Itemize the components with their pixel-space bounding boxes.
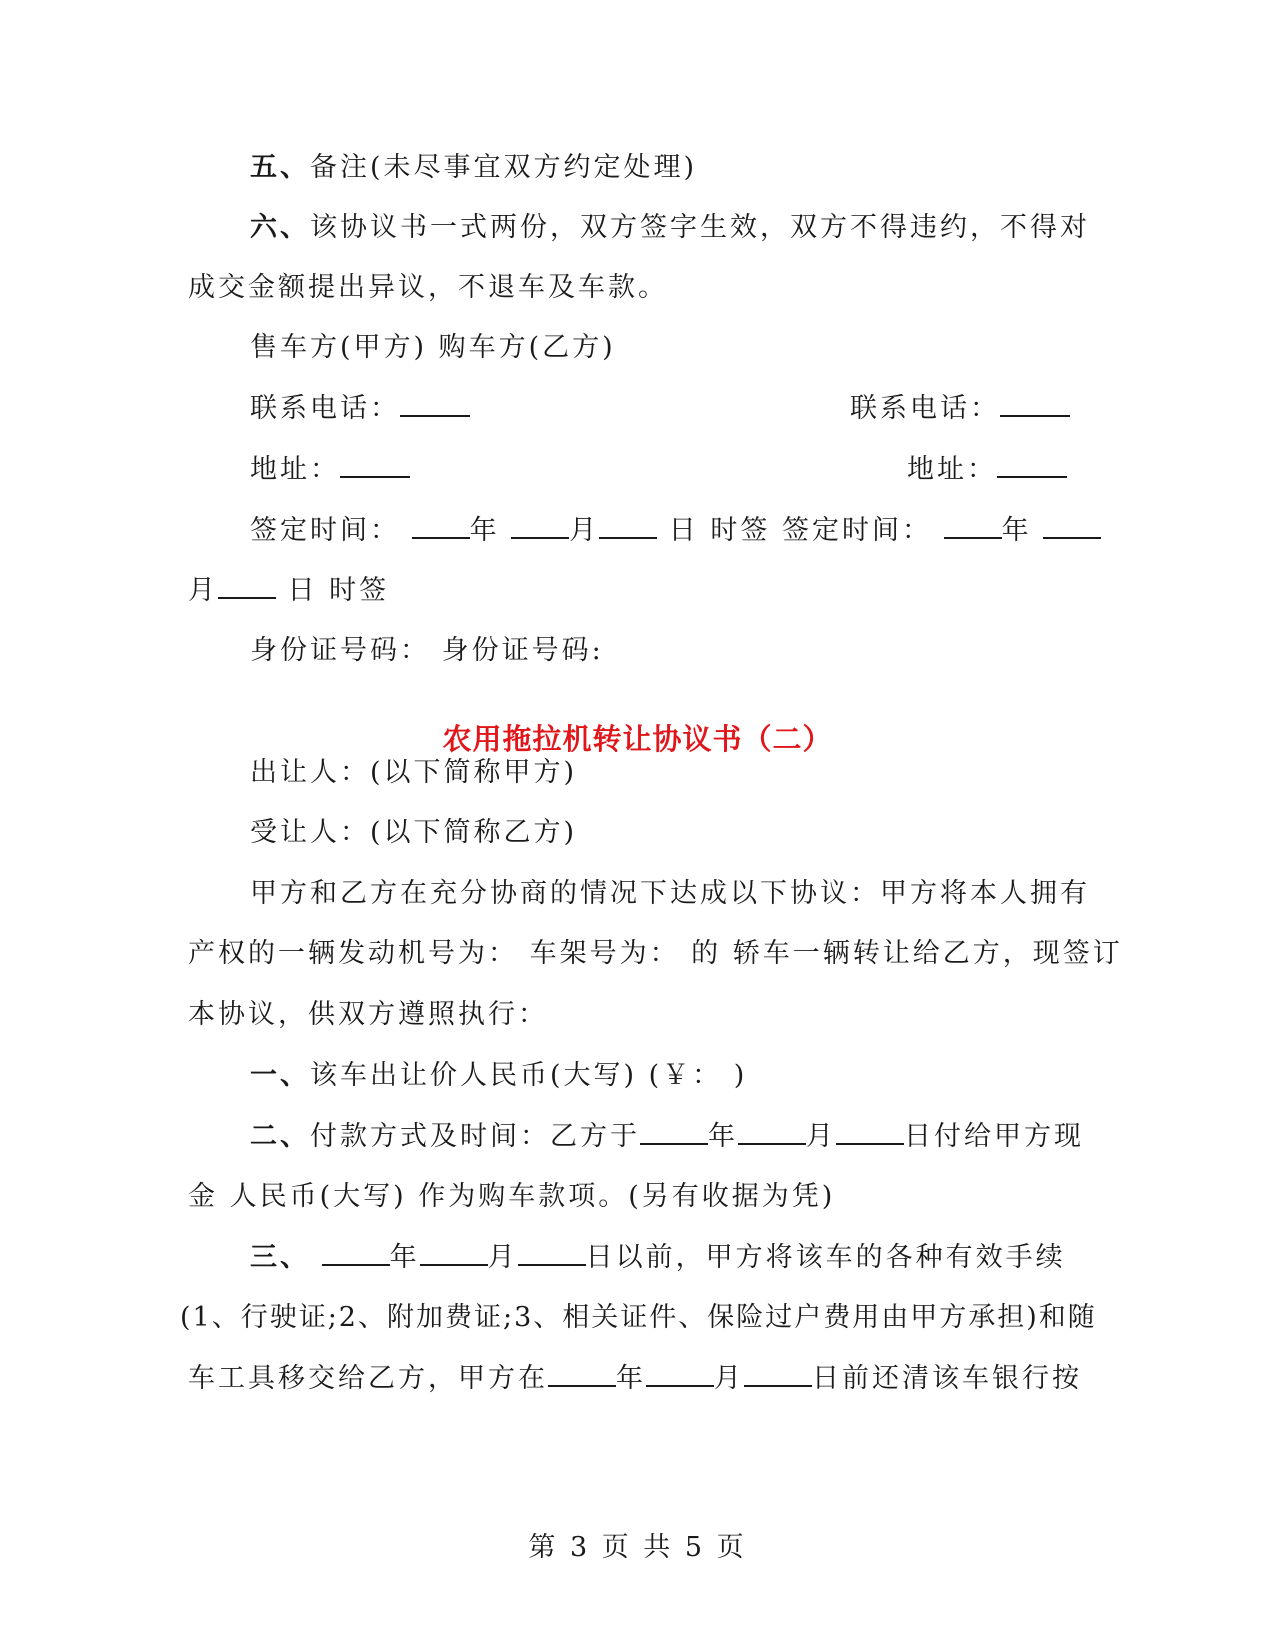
seller-day-blank xyxy=(599,513,657,539)
handover-year-blank xyxy=(322,1240,390,1266)
loan-year-blank xyxy=(548,1361,616,1387)
seller-address-blank xyxy=(340,452,410,478)
buyer-day-sign-label: 日 时签 xyxy=(287,575,390,606)
buyer-phone xyxy=(850,389,1070,429)
sign-time-line-1 xyxy=(0,511,1275,551)
parties-line xyxy=(0,328,1275,368)
clause-6-number: 六、 xyxy=(250,212,310,243)
agreement-2-title: 农用拖拉机转让协议书（二） xyxy=(442,722,833,756)
agreement-2-clause-3-line-3 xyxy=(0,1359,1275,1399)
handover-month-blank xyxy=(420,1240,488,1266)
page-footer: 第 3 页 共 5 页 xyxy=(528,1532,747,1563)
agreement-2-clause-3-number: 三、 xyxy=(250,1242,310,1273)
parties-text: 售车方(甲方) 购车方(乙方) xyxy=(250,332,616,363)
intro-line-3 xyxy=(0,995,1275,1035)
seller-phone xyxy=(250,389,470,429)
seller-day-sign-label: 日 时签 xyxy=(668,515,771,546)
payment-month-blank xyxy=(738,1119,806,1145)
seller-address-label: 地址： xyxy=(250,454,340,485)
agreement-2-clause-3-text-3-suffix: 日前还清该车银行按 xyxy=(812,1363,1082,1394)
clause-5 xyxy=(0,148,1275,188)
loan-day-blank xyxy=(744,1361,812,1387)
intro-text-1: 甲方和乙方在充分协商的情况下达成以下协议：甲方将本人拥有 xyxy=(250,878,1090,909)
handover-year-label: 年 xyxy=(389,1242,420,1273)
id-number-line xyxy=(0,631,1275,671)
payment-year-blank xyxy=(640,1119,708,1145)
loan-month-label: 月 xyxy=(714,1363,744,1394)
handover-month-label: 月 xyxy=(487,1242,518,1273)
seller-year-label: 年 xyxy=(469,515,500,546)
buyer-phone-blank xyxy=(1000,391,1070,417)
seller-month-label: 月 xyxy=(569,515,600,546)
seller-address xyxy=(250,450,410,490)
buyer-year-label: 年 xyxy=(1001,515,1032,546)
agreement-2-clause-1 xyxy=(0,1056,1275,1096)
seller-phone-blank xyxy=(400,391,470,417)
agreement-2-clause-3-line-2 xyxy=(0,1298,1275,1338)
agreement-2-clause-3-text-2: (1、行驶证;2、附加费证;3、相关证件、保险过户费用由甲方承担)和随 xyxy=(180,1302,1097,1333)
agreement-2-clause-3-text-3-prefix: 车工具移交给乙方，甲方在 xyxy=(188,1363,548,1394)
payment-day-blank xyxy=(836,1119,904,1145)
seller-phone-label: 联系电话： xyxy=(250,393,400,424)
intro-text-2: 产权的一辆发动机号为： 车架号为： 的 轿车一辆转让给乙方，现签订 xyxy=(188,938,1123,969)
transferor-text: 出让人：(以下简称甲方) xyxy=(250,757,578,788)
handover-day-blank xyxy=(518,1240,586,1266)
clause-6-line-2 xyxy=(0,268,1275,308)
agreement-2-clause-3-suffix: 日以前，甲方将该车的各种有效手续 xyxy=(585,1242,1066,1273)
intro-line-1 xyxy=(0,874,1275,914)
buyer-month-label: 月 xyxy=(188,575,218,606)
buyer-address-blank xyxy=(997,452,1067,478)
buyer-year-blank xyxy=(944,513,1002,539)
agreement-2-clause-2-line-1 xyxy=(0,1117,1275,1157)
clause-5-number: 五、 xyxy=(250,152,310,183)
agreement-2-clause-1-number: 一、 xyxy=(250,1060,310,1091)
agreement-2-clause-2-suffix: 日付给甲方现 xyxy=(904,1121,1084,1152)
buyer-sign-time-label: 签定时间： xyxy=(781,515,932,546)
clause-6-text-1: 该协议书一式两份，双方签字生效，双方不得违约，不得对 xyxy=(310,212,1090,243)
payment-month-label: 月 xyxy=(806,1121,836,1152)
agreement-2-clause-3-line-1 xyxy=(0,1238,1275,1278)
buyer-address-label: 地址： xyxy=(907,454,997,485)
clause-6-line-1 xyxy=(0,208,1275,248)
agreement-2-clause-2-text-2: 金 人民币(大写) 作为购车款项。(另有收据为凭) xyxy=(188,1181,836,1212)
agreement-2-clause-2-line-2 xyxy=(0,1177,1275,1217)
agreement-2-clause-2-prefix: 付款方式及时间：乙方于 xyxy=(310,1121,640,1152)
seller-year-blank xyxy=(412,513,470,539)
loan-month-blank xyxy=(646,1361,714,1387)
id-number-text: 身份证号码： 身份证号码: xyxy=(250,635,604,666)
payment-year-label: 年 xyxy=(708,1121,738,1152)
buyer-month-blank-start xyxy=(1043,513,1101,539)
loan-year-label: 年 xyxy=(616,1363,646,1394)
sign-time-line-2 xyxy=(0,571,1275,611)
transferor-line xyxy=(0,753,1275,793)
seller-sign-time-label: 签定时间： xyxy=(250,515,400,546)
agreement-2-clause-1-text: 该车出让价人民币(大写) (￥： ) xyxy=(310,1060,748,1091)
seller-month-blank xyxy=(511,513,569,539)
buyer-address xyxy=(907,450,1067,490)
buyer-phone-label: 联系电话： xyxy=(850,393,1000,424)
clause-5-text: 备注(未尽事宜双方约定处理) xyxy=(310,152,698,183)
transferee-line xyxy=(0,813,1275,853)
intro-line-2 xyxy=(0,934,1275,974)
agreement-2-clause-2-number: 二、 xyxy=(250,1121,310,1152)
transferee-text: 受让人：(以下简称乙方) xyxy=(250,817,578,848)
clause-6-text-2: 成交金额提出异议，不退车及车款。 xyxy=(188,272,668,303)
intro-text-3: 本协议，供双方遵照执行： xyxy=(188,999,548,1030)
buyer-day-blank xyxy=(218,573,276,599)
